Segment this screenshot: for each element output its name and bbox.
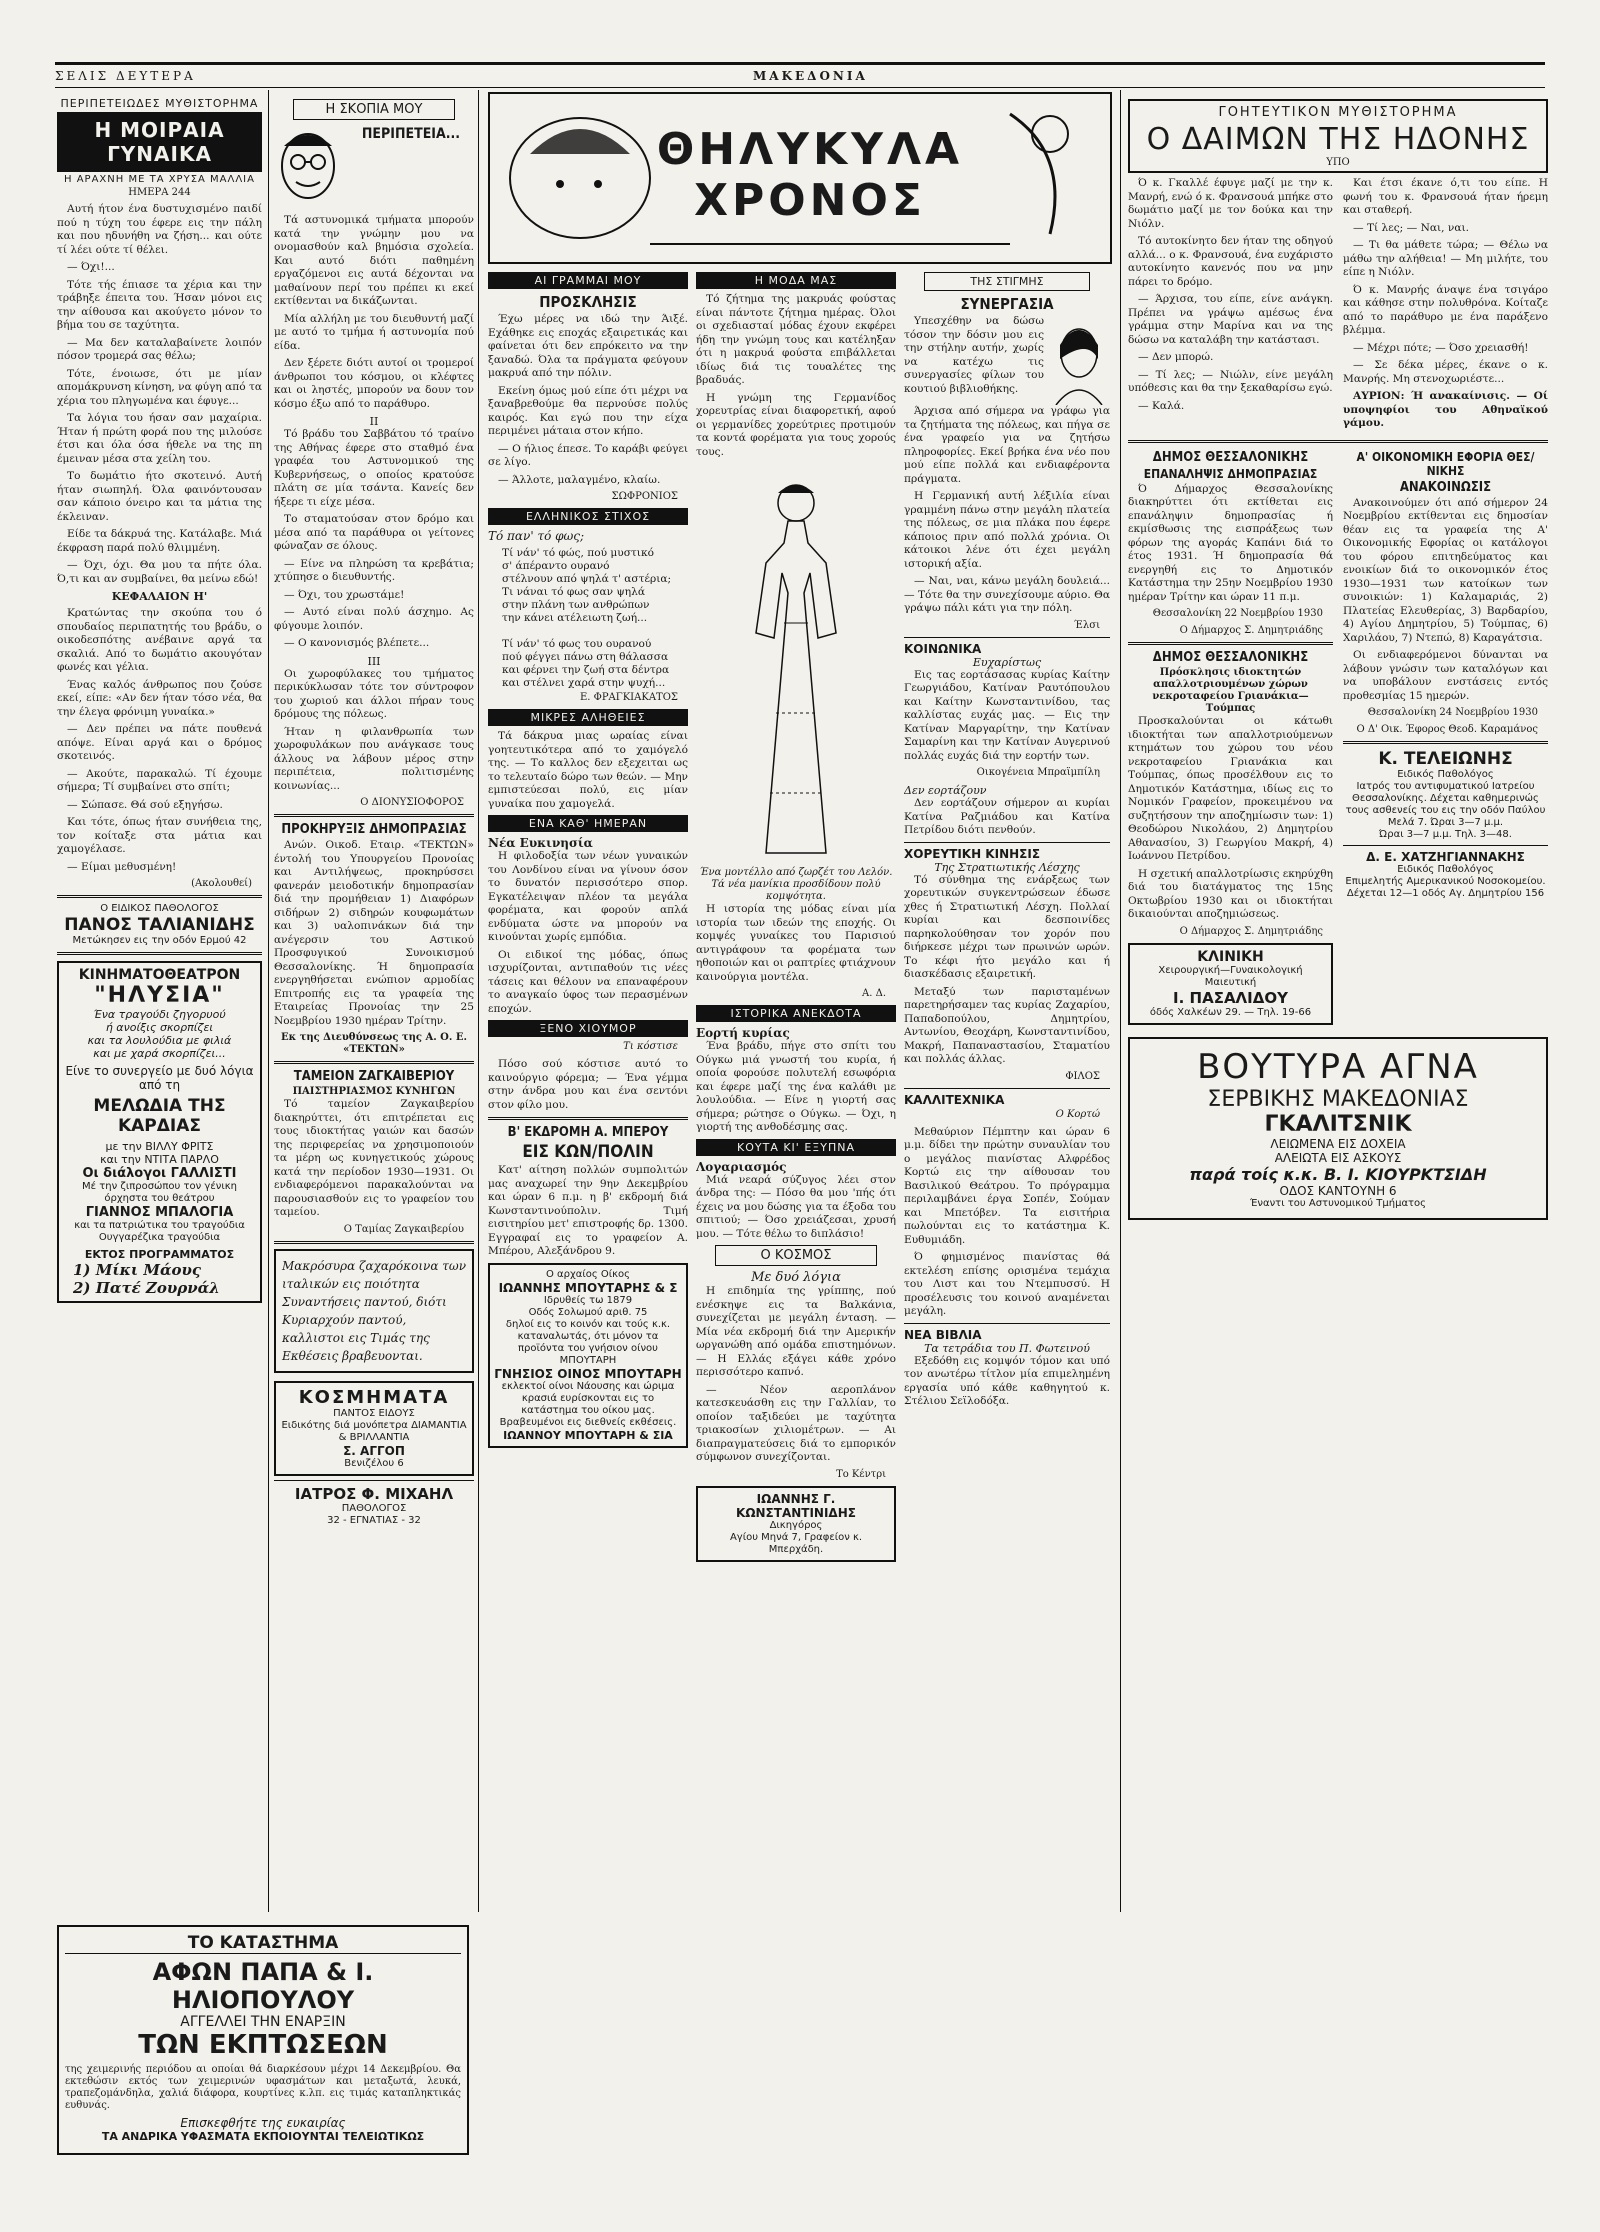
serial-day: ΗΜΕΡΑ 244 xyxy=(128,187,191,198)
masthead xyxy=(55,62,1545,88)
article-title: ΠΕΡΙΠΕΤΕΙΑ... xyxy=(361,126,461,142)
paragraph: Τά αστυνομικά τμήματα μπορούν κατά την γνώμην μου να ονομασθούν καλ βημόσια σχολεία. Και αυτό διότι παθημένη εργαζόμενοι εις αυτά δέχονται να μαθαίνουν περί του πρέπει κι εκεί εκτίθενται να δικάζωνται. xyxy=(274,214,474,307)
portrait-image xyxy=(1048,315,1110,405)
fashion-caption: Ένα μοντέλλο από ζωρζέτ του Λελόν. Τά νέα μανίκια προσδίδουν πολύ κομψότητα. xyxy=(699,867,893,902)
department-store-ad: ΤΟ ΚΑΤΑΣΤΗΜΑ ΑΦΩΝ ΠΑΠΑ & Ι. ΗΛΙΟΠΟΥΛΟΥ ΑΓΓΕΛΛΕΙ ΤΗΝ ΕΝΑΡΞΙΝ ΤΩΝ ΕΚΠΤΩΣΕΩΝ της χειμερινής περιόδου αι οποίαι θά διαρκέσουν μέχρι 14 Δεκεμβρίου. Θα εκτεθώσιν εκτός των χειμερινών υφασμάτων και μεταξωτά, λευκά, τραπεζομάνδηλα, χαλιά διάφορα, κουρτίνες κ.λπ. εις τιμάς καταπληκτικάς ευθυνάς. Επισκεφθήτε της ευκαιρίας ΤΑ ΑΝΔΡΙΚΑ ΥΦΑΣΜΑΤΑ ΕΚΠΟΙΟΥΝΤΑΙ ΤΕΛΕΙΩΤΙΚΩΣ xyxy=(57,1925,469,2155)
product-ad: Μακρόσυρα ζαχαρόκοινα των ιταλικών εις ποιότητα Συναντήσεις παντού, διότι Κυριαρχούν παντού, καλλιστοι εις Τιμάς της Εκθέσεις βραβευονται. xyxy=(274,1249,474,1373)
serial-kicker: ΠΕΡΙΠΕΤΕΙΩΔΕΣ ΜΥΘΙΣΤΟΡΗΜΑ xyxy=(60,97,259,110)
paragraph: Τα λόγια του ήσαν σαν μαχαίρια. Ήταν ή πρώτη φορά που της μιλούσε έτσι και όλα όσα ήθελε να της πη έμειναν μέσα στα χείλη του. xyxy=(57,412,262,465)
paragraph: Το σταματούσαν στον δρόμο και μέσα από τα παράθυρα οι γείτονες φώναζαν σε όλους. xyxy=(274,513,474,552)
paragraph: — Όχι, όχι. Θα μου τα πήτε όλα. Ό,τι και αν συμβαίνει, θα μείνω εδώ! xyxy=(57,559,262,585)
paragraph: Το δωμάτιο ήτο σκοτεινό. Αυτή ήταν σιωπηλή. Όλα φαινόντουσαν σαν κάποιο όνειρο και τα μάτια της έκλειναν. xyxy=(57,470,262,523)
paragraph: Μία αλλήλη με του διευθυντή μαζί με αυτό το τμήμα ή αστυνομία πού είδα. xyxy=(274,312,474,352)
page-number: ΣΕΛΙΣ ΔΕΥΤΕΡΑ xyxy=(55,69,196,83)
cinema-ad: ΚΙΝΗΜΑΤΟΘΕΑΤΡΟΝ "ΗΛΥΣΙΑ" Ένα τραγούδι ζηγορυού ή ανοίξις σκορπίζει και τα λουλούδια με φιλιά και με χαρά σκορπίζει... Είνε το συνεργείο με δυό λόγια από τη ΜΕΛΩΔΙΑ ΤΗΣ ΚΑΡΔΙΑΣ με την ΒΙΛΛΥ ΦΡΙΤΣ και την ΝΤΙΤΑ ΠΑΡΛΟ Οι διάλογοι ΓΑΛΛΙΣΤΙ Μέ την ζιπροσώπου τον γένικη όρχηστα του θεάτρου ΓΙΑΝΝΟΣ ΜΠΑΛΟΓΙΑ και τα πατριώτικα του τραγούδια Ουγγαρέζικα τραγούδια ΕΚΤΟΣ ΠΡΟΓΡΑΜΜΑΤΟΣ 1) Μίκι Μάους 2) Πατέ Ζουρνάλ xyxy=(57,961,262,1303)
serial-subtitle: Η ΑΡΑΧΝΗ ΜΕ ΤΑ ΧΡΥΣΑ ΜΑΛΛΙΑ xyxy=(64,174,255,185)
column-center-c: ΤΗΣ ΣΤΙΓΜΗΣ ΣΥΝΕΡΓΑΣΙΑ Υπεσχέθην να δώσω τόσον την δόσιν μου εις την στήλην αυτήν, χωρίς να κατέχω τις συνεργασίες φίλων του κουτιού βιβλιοθήκης. Άρχισα από σήμερα να γράφω για τα ζητήματα της πόλεως, και πήγα σε ένα γραφείο για να ζητήσω πληροφορίες. Εκεί βρήκα ένα νέο που μού είπε πολλά και ενδιαφέροντα πράγματα. Η Γερμανική αυτή λέξιλία είναι γραμμένη πάνω στην μεγάλη πλατεία της πόλεως, σε μια πλάκα που έφερε κάποιος πριν από πολλά χρόνια. Οι κάτοικοι λένε ότι έχει μεγάλη ιστορική αξία. — Ναι, ναι, κάνω μεγάλη δουλειά... — Τότε θα την συνεχίσουμε αύριο. Θα γράψω πάλι κάτι για την πόλη. Έλσι ΚΟΙΝΩΝΙΚΑ Ευχαρίστως Εις τας εορτάσασας κυρίας Καίτην Γεωργιάδου, Κατίναν Ραυτόπουλου και Καίτην Κωνσταντινίδου, τας καλλίστας ευχάς μας. — Εις την Κατίναν Μαργαρίτην, την Κατίναν Σαμαρίνη και την Κατίναν Αυγερινού πολλάς ευχάς διά την εορτήν των. Οικογένεια Μπραϊμπίλη Δεν εορτάζουν Δεν εορτάζουν σήμερον αι κυρίαι Κατίνα Ραζμιάδου και Κατίνα Πετρίδου διότι πενθούν. ΧΟΡΕΥΤΙΚΗ ΚΙΝΗΣΙΣ Της Στρατιωτικής Λέσχης Τό σύνθημα της ενάρξεως των χορευτικών συγκεντρώσεων έδωσε χθες ή Στρατιωτική Λέσχη. Πολλαί κυρίαι και δεσποινίδες παρηκολούθησαν τον χορόν που διήρκεσε μέχρι των πρωινών ωρών. Το κέφι ήτο μεγάλο και ή διασκέδασις εξαιρετική. Μεταξύ των παρισταμένων παρετηρήσαμεν τας κυρίας Ζαχαρίου, Παπαδοπούλου, Δημητρίου, Αντωνίου, Θεοχάρη, Κωνσταντινίδου, Μακρή, Παπαναστασίου, Σταματίου και πολλάς άλλας. ΦΙΛΟΣ ΚΑΛΛΙΤΕΧΝΙΚΑ Ο Κορτώ Μεθαύριον Πέμπτην και ώραν 6 μ.μ. δίδει την πρώτην συναυλίαν του ο μεγάλος πιανίστας Αλφρέδος Κορτώ εις την αίθουσαν του Βασιλικού Θεάτρου. Το πρόγραμμα περιλαμβάνει έργα Σοπέν, Σούμαν και Μπετόβεν. Τα εισιτήρια πωλούνται εις το κατάστημα Κ. Ευθυμιάδη. Ό φημισμένος πιανίστας θά εκτελέση επίσης ορισμένα τεμάχια του Λιστ και του Ντεμπυσσύ. Η προσέλευσις του κοινού αναμένεται μεγάλη. ΝΕΑ ΒΙΒΛΙΑ Τα τετράδια του Π. Φωτεινού Εξεδόθη εις κομψόν τόμον και υπό τον ανωτέρω τίτλον μία επιμελημένη εργασία υπό κάθε καθηγητού κ. Στέλιου Σεϊλοδόξα. xyxy=(904,268,1110,1918)
article-title: ΠΡΟΣΚΛΗΣΙΣ xyxy=(539,293,637,311)
continued-note: (Ακολουθεί) xyxy=(191,878,252,889)
paragraph: Τότε, ένοιωσε, ότι με μίαν απομάκρυνση κίνηση, να φύγη από τα χέρια του πληγωμένα και έφυγε... xyxy=(57,367,262,407)
serial-header: ΓΟΗΤΕΥΤΙΚΟΝ ΜΥΘΙΣΤΟΡΗΜΑ Ο ΔΑΙΜΩΝ ΤΗΣ ΗΔΟΝΗΣ ΥΠΟ xyxy=(1128,99,1548,173)
paragraph: — Σώπασε. Θά σού εξηγήσω. xyxy=(67,798,223,811)
fund-text: Τό ταμείον Ζαγκαιβερίου διακηρύττει, ότι επιτρέπεται εις τους ιδιοκτήτας γαιών και δασών της περιφερείας να χρησιμοποιούν τα μέρη ως κυνηγετικούς χώρους κατά την περίοδον 1930—1931. Οι ενδιαφερόμενοι παρακαλούνται να παρουσιασθούν εις το γραφείον του ταμείου. xyxy=(274,1098,474,1218)
poem-text: Τί νάν' τό φώς, πού μυστικό σ' άπέραντο ουρανό στέλνουν από ψηλά τ' αστέρια; Τι νάναι τό φως σαν ψηλά στην πλάνη των ανθρώπων την κάνει ατέλειωτη ζωή... Τί νάν' τό φως του ουρανού πού φέγγει πάνω στη θάλασσα και φέρνει την ζωή στα δέντρα και στέλνει χαρά στην ψυχή... xyxy=(502,547,672,689)
paragraph: Δεν ξέρετε διότι αυτοί οι τρομεροί άνθρωποι του κόσμου, οι κλέφτες και οι ληστές, μπορούν να δουν τον κόσμο έξω από το παράθυρο. xyxy=(274,357,474,410)
column-skopia: Η ΣΚΟΠΙΑ ΜΟΥ ΠΕΡΙΠΕΤΕΙΑ... Τά αστυνομικά τμήματα μπορούν κατά την γνώμην μου να ονομασθούν καλ βημόσια σχολεία. Και αυτό διότι παθημένη εργαζόμενοι εις αυτά δέχονται να μαθαίνουν περί του πρέπει κι εκεί εκτίθενται να δικάζωνται. Μία αλλήλη με του διευθυντή μαζί με αυτό το τμήμα ή αστυνομία πού είδα. Δεν ξέρετε διότι αυτοί οι τρομεροί άνθρωποι του κόσμου, οι κλέφτες και οι ληστές, μπορούν να δουν τον κόσμο έξω από το παράθυρο. ΙΙ Τό βράδυ του Σαββάτου τό τραίνο της Αθήνας έφερε στο σταθμό ένα γραφέα του Αστυνομικού της Κυβερνήσεως, ο οποίος κρατούσε πλάτη σε μία τσάντα. Κανείς δεν ήξερε τι είχε μέσα. Το σταματούσαν στον δρόμο και μέσα από τα παράθυρα οι γείτονες φώναζαν σε όλους. — Είνε να πληρώση τα κρεβάτια; χτύπησε ο διευθυντής. — Όχι, του χρωστάμε! — Αυτό είναι πολύ άσχημο. Ας φύγουμε λοιπόν. — Ο κανονισμός βλέπετε... ΙΙΙ Οι χωροφύλακες του τμήματος περικύκλωσαν τότε τον σύντροφον του χωριού και άλλοι πήραν τους δρόμους της πόλεως. Ήταν η φιλανθρωπία των χωροφυλάκων που ανάγκασε τους άλλους να λάβουν μέρος στην περιπέτεια, πολιτισμένης κοινωνίας... Ο ΔΙΟΝΥΣΙΟΦΟΡΟΣ ΠΡΟΚΗΡΥΞΙΣ ΔΗΜΟΠΡΑΣΙΑΣ Ανών. Οικοδ. Εταιρ. «ΤΕΚΤΩΝ» έντολή του Υπουργείου Προνοίας και Αντιλήψεως, προκηρύσσει φανεράν μειοδοτικήν δημοπρασίαν διά την προμήθειαν 1) Διαφόρων σιδήρων 2) σιδηρών κουφωμάτων και 3) υαλοπινάκων διά την ανέγερσιν του Αστικού Προσφυγικού Συνοικισμού Θεσσαλονίκης. Ή δημοπρασία ενεργηθήσεται ενώπιον αρμοδίας Επιτροπής εις τα γραφεία της Εταιρείας Προνοίας την 25 Νοεμβρίου 1930 ημέραν Τρίτην. Εκ της Διευθύνσεως της Α. Ο. Ε. «ΤΕΚΤΩΝ» ΤΑΜΕΙΟΝ ΖΑΓΚΑΙΒΕΡΙΟΥ ΠΑΙΣΤΗΡΙΑΣΜΟΣ ΚΥΝΗΓΩΝ Τό ταμείον Ζαγκαιβερίου διακηρύττει, ότι επιτρέπεται εις τους ιδιοκτήτας γαιών και δασών της περιφερείας να χρησιμοποιούν τα μέρη ως κυνηγετικούς χώρους κατά την περίοδον 1930—1931. Οι ενδιαφερόμενοι παρακαλούνται να παρουσιασθούν εις το γραφείον του ταμείου. Ο Ταμίας Ζαγκαιβερίου Μακρόσυρα ζαχαρόκοινα των ιταλικών εις ποιότητα Συναντήσεις παντού, διότι Κυριαρχούν παντού, καλλιστοι εις Τιμάς της Εκθέσεις βραβευονται. ΚΟΣΜΗΜΑΤΑ ΠΑΝΤΟΣ ΕΙΔΟΥΣ Ειδικότης διά μονόπετρα ΔΙΑΜΑΝΤΙΑ & ΒΡΙΛΛΑΝΤΙΑ Σ. ΑΓΓΟΠ Βενιζέλου 6 ΙΑΤΡΟΣ Φ. ΜΙΧΑΗΛ ΠΑΘΟΛΟΓΟΣ 32 - ΕΓΝΑΤΙΑΣ - 32 xyxy=(274,95,474,1915)
tender-title: ΠΡΟΚΗΡΥΞΙΣ ΔΗΜΟΠΡΑΣΙΑΣ xyxy=(281,822,467,837)
paragraph: Κρατώντας την σκούπα του ό σπουδαίος περιπατητής του βράδυ, ο οικοδεσπότης ανέβαινε αργά τα σκαλιά. Από το δωμάτιο ακουγόταν φωνές και γέλια. xyxy=(57,607,262,673)
wine-ad: Ο αρχαίος Οίκος ΙΩΑΝΝΗΣ ΜΠΟΥΤΑΡΗΣ & Σ Ιδρυθείς τω 1879 Οδός Σολωμού αριθ. 75 δηλοί εις το κοινόν και τούς κ.κ. καταναλωτάς, ότι μόνον τα προϊόντα του γνήσιον οίνου ΜΠΟΥΤΑΡΗ ΓΝΗΣΙΟΣ ΟΙΝΟΣ ΜΠΟΥΤΑΡΗ εκλεκτοί οίνοι Νάουσης και ώριμα κρασιά ευρίσκονται εις το κατάστημα του οίκου μας. Βραβευμένοι εις διεθνείς εκθέσεις. ΙΩΑΝΝΟΥ ΜΠΟΥΤΑΡΗ & ΣΙΑ xyxy=(488,1263,688,1448)
feature-banner xyxy=(488,92,1112,264)
doctor-ad: Ο ΕΙΔΙΚΟΣ ΠΑΘΟΛΟΓΟΣ ΠΑΝΟΣ ΤΑΛΙΑΝΙΔΗΣ Μετώκησεν εις την οδόν Ερμού 42 xyxy=(64,903,255,946)
author-signature: Ο ΔΙΟΝΥΣΙΟΦΟΡΟΣ xyxy=(360,797,464,808)
paragraph: — Είνε να πληρώση τα κρεβάτια; χτύπησε ο διευθυντής. xyxy=(274,557,474,583)
paragraph: — Δεν πρέπει να πάτε πουθενά απόψε. Είναι αργά και ο δρόμος σκοτεινός. xyxy=(57,723,262,762)
column-right: ΓΟΗΤΕΥΤΙΚΟΝ ΜΥΘΙΣΤΟΡΗΜΑ Ο ΔΑΙΜΩΝ ΤΗΣ ΗΔΟΝΗΣ ΥΠΟ Ό κ. Γκαλλέ έφυγε μαζί με την κ. Μανρή, ενώ ό κ. Φρανσουά μπήκε στο δωμάτιο μαζί με τον δούκα και την Νιόλν. Τό αυτοκίνητο δεν ήταν της οδηγού αλλά... ο κ. Φρανσουά, ένα ευχάριστο αυτοκίνητο κανενός που να μην πάρει το δρόμο. — Άρχισα, του είπε, είνε ανάγκη. Πρέπει να γράψω αμέσως ένα γράμμα στην Μαρίνα και να της δώσω να καταλάβη την κατάστασι. — Δεν μπορώ. — Τί λες; — Νιώλν, είνε μεγάλη υπόθεσις και θα την ξεκαθαρίσω εγώ. — Καλά. Και έτσι έκανε ό,τι του είπε. Η φωνή του κ. Φρανσουά ήταν ήρεμη και σταθερή. — Τί λες; — Ναι, ναι. — Τι θα μάθετε τώρα; — Θέλω να μάθω την αλήθεια! — Μη μιλήτε, του είπε η Νιόλν. Ό κ. Μανρής άναψε ένα τσιγάρο και κάθησε στην πολυθρόνα. Κοίταζε από το παράθυρο με ένα παράξενο βλέμμα. — Μέχρι πότε; — Όσο χρειασθή! — Σε δέκα μέρες, έκανε ο κ. Μανρής. Μη στενοχωριέστε... ΑΥΡΙΟΝ: Ή ανακαίνισις. — Οί υποψηφίοι του Αθηναϊκού γάμου. ΔΗΜΟΣ ΘΕΣΣΑΛΟΝΙΚΗΣ ΕΠΑΝΑΛΗΨΙΣ ΔΗΜΟΠΡΑΣΙΑΣ Ό Δήμαρχος Θεσσαλονίκης διακηρύττει ότι εκτίθεται εις επανάληψιν δημοπρασίας ή εκμίσθωσις της εισπράξεως των φόρων της αγοράς Καπάνι διά το έτος 1931. Ή δημοπρασία θά ενεργηθή εις το Δημοτικόν Κατάστημα την 25ην Νοεμβρίου 1930 ημέραν Τρίτην και ώραν 11 π.μ. Θεσσαλονίκη 22 Νοεμβρίου 1930 Ο Δήμαρχος Σ. Δημητριάδης ΔΗΜΟΣ ΘΕΣΣΑΛΟΝΙΚΗΣ Πρόσκλησις ιδιοκτητών απαλλοτριουμένων χώρων νεκροταφείου Γριανάκια—Τούμπας Προσκαλούνται οι κάτωθι ιδιοκτήται των απαλλοτριούμενων κτημάτων του χώρου του νέου νεκροταφείου Γριανάκια και Τούμπας, όπως προσέλθουν εις το Δημοτικόν Κατάστημα, ιδίως εις το Νομικόν Γραφείον, προκειμένου να συζητήσουν την αποζημίωσιν των: 1) Θεοδώρου Νικολάου, 2) Δημητρίου Αθανασίου, 3) Γεωργίου Μακρή, 4) Ιωάννου Πετρίδου. Η σχετική απαλλοτρίωσις εκηρύχθη διά του διατάγματος της 15ης Οκτωβρίου 1930 και οι ιδιοκτήται δικαιούνται αποζημιώσεως. Ο Δήμαρχος Σ. Δημητριάδης ΚΛΙΝΙΚΗ Χειρουργική—Γυναικολογική Μαιευτική Ι. ΠΑΣΑΛΙΔΟΥ όδός Χαλκέων 29. — Τηλ. 19-66 Α' ΟΙΚΟΝΟΜΙΚΗ ΕΦΟΡΙΑ ΘΕΣ/ΝΙΚΗΣ ΑΝΑΚΟΙΝΩΣΙΣ Ανακοινούμεν ότι από σήμερον 24 Νοεμβρίου εκτίθενται εις δημοσίαν θέαν εις τα γραφεία της Α' Οικονομικής Εφορίας οι κατάλογοι του φόρου επιτηδεύματος και ενοικίων διά το οικονομικόν έτος 1930—1931 των κατοίκων των συνοικιών: 1) Καλαμαριάς, 2) Πλατείας Ελευθερίας, 3) Βαρδαρίου, 4) Αγίου Δημητρίου, 5) Τούμπας, 6) Χαριλάου, 7) Ντεπώ, 8) Καραγάτσια. Οι ενδιαφερόμενοι δύνανται να λάβουν γνώσιν των καταλόγων και να υποβάλουν ενστάσεις εντός προθεσμίας 15 ημερών. Θεσσαλονίκη 24 Νοεμβρίου 1930 Ο Δ' Οικ. Έφορος Θεοδ. Καραμάνος Κ. ΤΕΛΕΙΩΝΗΣ Ειδικός Παθολόγος Ιατρός του αντιφυματικού Ιατρείου Θεσσαλονίκης. Δέχεται καθημερινώς τους ασθενείς του εις την οδόν Παύλου Μελά 7. Ώραι 3—7 μ.μ. Ώραι 3—7 μ.μ. Τηλ. 3—48. Δ. Ε. ΧΑΤΖΗΓΙΑΝΝΑΚΗΣ Ειδικός Παθολόγος Επιμελητής Αμερικανικού Νοσοκομείου. Δέχεται 12—1 οδός Αγ. Δημητρίου 156 ΒΟΥΤΥΡΑ ΑΓΝΑ ΣΕΡΒΙΚΗΣ ΜΑΚΕΔΟΝΙΑΣ ΓΚΑΛΙΤΣΝΙΚ ΛΕΙΩΜΕΝΑ ΕΙΣ ΔΟΧΕΙΑ ΑΛΕΙΩΤΑ ΕΙΣ ΑΣΚΟΥΣ παρά τοίς κ.κ. Β. Ι. ΚΙΟΥΡΚΤΣΙΔΗ ΟΔΟΣ ΚΑΝΤΟΥΝΗ 6 Έναντι του Αστυνομικού Τμήματος xyxy=(1128,95,1548,1925)
paragraph: Τότε τής έπιασε τα χέρια και την τράβηξε έπειτα του. Ήσαν μόνοι εις την αίθουσα και ακούγετο μόνον το βήμα του σε ταχύτητα. xyxy=(57,278,262,331)
caricature-image xyxy=(274,124,342,214)
column-serial-novel xyxy=(57,95,262,1915)
banner-title: ΘΗΛΥΚΥΛΑ ΧΡΟΝΟΣ xyxy=(656,124,964,226)
lawyer-ad: ΙΩΑΝΝΗΣ Γ. ΚΩΝΣΤΑΝΤΙΝΙΔΗΣ Δικηγόρος Αγίου Μηνά 7, Γραφείον κ. Μπερχάδη. xyxy=(696,1486,896,1562)
serial-title: Ο ΔΑΙΜΩΝ ΤΗΣ ΗΔΟΝΗΣ xyxy=(1146,122,1530,157)
column-rule xyxy=(478,90,479,1912)
section-heading: Η ΣΚΟΠΙΑ ΜΟΥ xyxy=(293,99,455,120)
column-center-a: ΑΙ ΓΡΑΜΜΑΙ ΜΟΥ ΠΡΟΣΚΛΗΣΙΣ Έχω μέρες να ιδώ την Άιξέ. Εχάθηκε εις εποχάς εξαιρετικάς και φαίνεται ότι δεν επρόκειτο να την ξαναδώ. Όλα τα πράγματα φεύγουν μακρυά από την πόλιν. Εκείνη όμως μού είπε ότι μέχρι να ξαναβρεθούμε θα περνούσε πολύς καιρός. Και εγώ που την είχα περιμένει μάταια στον κήπο. — Ο ήλιος έπεσε. Το καράβι φεύγει σε λίγο. — Άλλοτε, μαλαγμένο, κλαίω. ΣΩΦΡΟΝΙΟΣ ΕΛΛΗΝΙΚΟΣ ΣΤΙΧΟΣ Τό παν' τό φως; Τί νάν' τό φώς, πού μυστικό σ' άπέραντο ουρανό στέλνουν από ψηλά τ' αστέρια; Τι νάναι τό φως σαν ψηλά στην πλάνη των ανθρώπων την κάνει ατέλειωτη ζωή... Τί νάν' τό φως του ουρανού πού φέγγει πάνω στη θάλασσα και φέρνει την ζωή στα δέντρα και στέλνει χαρά στην ψυχή... Ε. ΦΡΑΓΚΙΑΚΑΤΟΣ ΜΙΚΡΕΣ ΑΛΗΘΕΙΕΣ Τά δάκρυα μιας ωραίας είναι γοητευτικότερα από το χαμόγελό της. — Το καλλος δεν εξεχειται ως το τελευταίο δώρο των θεών. — Μην εμπιστεύεσαι πολύ, εις μίαν γυναίκα που χαμογελά. ΕΝΑ ΚΑΘ' ΗΜΕΡΑΝ Νέα Ευκινησία Η φιλοδοξία των νέων γυναικών του Λονδίνου είναι να γίνουν όσον το δυνατόν περισσότερο σπορ. Εγκατέλειψαν πλέον τα μεγάλα φορέματα, και φορούν απλά ενδύματα ώστε να μπορούν να κινούνται χωρίς εμπόδια. Οι ειδικοί της μόδας, όπως ισχυρίζονται, αντιπαθούν τις νέες τάσεις και θέλουν να επαναφέρουν το αναγκαίο ύφος των περασμένων εποχών. ΞΕΝΟ ΧΙΟΥΜΟΡ Τι κόστισε Πόσο σού κόστισε αυτό το καινούργιο φόρεμα; — Ένα γέμμα στην άνδρα μου και ένα σεντόνι στον φίλο μου. Β' ΕΚΔΡΟΜΗ Α. ΜΠΕΡΟΥ ΕΙΣ ΚΩΝ/ΠΟΛΙΝ Κατ' αίτηση πολλών συμπολιτών μας αναχωρεί την 9ην Δεκεμβρίου και ώραν 6 π.μ. η β' εκδρομή διά Κωνσταντινούπολιν. Τιμή εισιτηρίου μετ' επιστροφής δρ. 1300. Εγγραφαί εις το γραφείον Α. Μπέρου, Αλεξάνδρου 9. Ο αρχαίος Οίκος ΙΩΑΝΝΗΣ ΜΠΟΥΤΑΡΗΣ & Σ Ιδρυθείς τω 1879 Οδός Σολωμού αριθ. 75 δηλοί εις το κοινόν και τούς κ.κ. καταναλωτάς, ότι μόνον τα προϊόντα του γνήσιον οίνου ΜΠΟΥΤΑΡΗ ΓΝΗΣΙΟΣ ΟΙΝΟΣ ΜΠΟΥΤΑΡΗ εκλεκτοί οίνοι Νάουσης και ώριμα κρασιά ευρίσκονται εις το κατάστημα του οίκου μας. Βραβευμένοι εις διεθνείς εκθέσεις. ΙΩΑΝΝΟΥ ΜΠΟΥΤΑΡΗ & ΣΙΑ xyxy=(488,268,688,1918)
paragraph: Ήταν η φιλανθρωπία των χωροφυλάκων που ανάγκασε τους άλλους να λάβουν μέρος στην περιπέτεια, πολιτισμένης κοινωνίας... xyxy=(274,725,474,792)
paragraph: — Αυτό είναι πολύ άσχημο. Ας φύγουμε λοιπόν. xyxy=(274,606,474,632)
column-center-b: Η ΜΟΔΑ ΜΑΣ Τό ζήτημα της μακρυάς φούστας είναι πάντοτε ζήτημα ημέρας. Όλοι οι σχεδιασταί μόδας έχουν εκφέρει ήδη την γνώμη τους και κατέληξαν ότι η μακρυά φούστα επιβάλλεται ιδίως διά τις τουαλέτες της βραδυάς. Η γνώμη της Γερμανίδος χορευτρίας είναι διαφορετική, αφού οι γερμανίδες χορεύτριες προτιμούν τα κοντά φορέματα για τους χορούς τους. Ένα μοντέλλο από ζωρζέτ του Λελόν. Τά νέα μανίκια προσδίδουν πολύ κομψότητα. Η ιστορία της μόδας είναι μία ιστορία των ιδεών της εποχής. Οι κομψές γυναίκες του Παρισιού αντιγράφουν τα φορέματα των ηθοποιών και οι ραπτρίες φτιάχνουν καινούργια μοντέλα. Α. Δ. ΙΣΤΟΡΙΚΑ ΑΝΕΚΔΟΤΑ Εορτή κυρίας Ένα βράδυ, πήγε στο σπίτι του Ούγκω μιά γνωστή του κυρία, ή οποία φορούσε πολυτελή εσωφόρια και έφερε μαζί της ένα καλάθι με λουλούδια. — Είνε η γιορτή σας σήμερα; ρώτησε ο Ούγκω. — Όχι, η γιορτή της ανθοδέσμης σας. ΚΟΥΤΑ ΚΙ' ΕΞΥΠΝΑ Λογαριασμός Μιά νεαρά σύζυγος λέει στον άνδρα της: — Πόσο θα μου 'πής ότι έχεις να μου δώσης για τα έξοδα του σπιτιού; — Όσο χρειάζεσαι, χρυσή μου. — Τότε θέλω το διπλάσιο! Ο ΚΟΣΜΟΣ Με δυό λόγια Η επιδημία της γρίππης, πού ενέσκηψε εις τα Βαλκάνια, συνεχίζεται με μεγάλη ένταση. — Μία νέα εκδρομή διά την Αμερικήν ωργανώθη από ομάδα επιστημόνων. — Η Ελλάς εξάγει κάθε χρόνο περισσότερο καπνό. — Νέον αεροπλάνον κατεσκευάσθη εις την Γαλλίαν, το οποίον ταξιδεύει με ταχύτητα τριακοσίων χιλιομέτρων. — Αι διαπραγματεύσεις διά το εμπορικόν σύμφωνον συνεχίζονται. Το Κέντρι ΙΩΑΝΝΗΣ Γ. ΚΩΝΣΤΑΝΤΙΝΙΔΗΣ Δικηγόρος Αγίου Μηνά 7, Γραφείον κ. Μπερχάδη. xyxy=(696,268,896,1918)
jewellery-ad: ΚΟΣΜΗΜΑΤΑ ΠΑΝΤΟΣ ΕΙΔΟΥΣ Ειδικότης διά μονόπετρα ΔΙΑΜΑΝΤΙΑ & ΒΡΙΛΛΑΝΤΙΑ Σ. ΑΓΓΟΠ Βενιζέλου 6 xyxy=(274,1381,474,1476)
paragraph: — Ο κανονισμός βλέπετε... xyxy=(284,637,430,649)
paragraph: Αυτή ήτον ένα δυστυχισμένο παιδί πού η τύχη του έφερε εις την πάλη και που ηδυνήθη να ζήση... και ούτε τί λέει ούτε τί θέλει. xyxy=(57,203,262,256)
doctor-ad: ΙΑΤΡΟΣ Φ. ΜΙΧΑΗΛ ΠΑΘΟΛΟΓΟΣ 32 - ΕΓΝΑΤΙΑΣ - 32 xyxy=(294,1484,454,1526)
paragraph: — Μα δεν καταλαβαίνετε λοιπόν πόσον τρομερά σας θέλω; xyxy=(57,336,262,362)
clinic-ad: ΚΛΙΝΙΚΗ Χειρουργική—Γυναικολογική Μαιευτική Ι. ΠΑΣΑΛΙΔΟΥ όδός Χαλκέων 29. — Τηλ. 19-66 xyxy=(1128,943,1333,1025)
serial-title: Η ΜΟΙΡΑΙΑ ΓΥΝΑΙΚΑ xyxy=(57,112,262,172)
paragraph: Τό βράδυ του Σαββάτου τό τραίνο της Αθήνας έφερε στο σταθμό ένα γραφέα του Αστυνομικού της Κυβερνήσεως, ο οποίος κρατούσε πλάτη σε μία τσάντα. Κανείς δεν ήξερε τι είχε μέσα. xyxy=(274,428,474,508)
doctor-ad: Κ. ΤΕΛΕΙΩΝΗΣ Ειδικός Παθολόγος Ιατρός του αντιφυματικού Ιατρείου Θεσσαλονίκης. Δέχεται καθημερινώς τους ασθενείς του εις την οδόν Παύλου Μελά 7. Ώραι 3—7 μ.μ. Ώραι 3—7 μ.μ. Τηλ. 3—48. xyxy=(1345,749,1546,840)
tender-text: Ανών. Οικοδ. Εταιρ. «ΤΕΚΤΩΝ» έντολή του Υπουργείου Προνοίας και Αντιλήψεως, προκηρύσσει φανεράν μειοδοτικήν δημοπρασίαν διά την προμήθειαν 1) Διαφόρων σιδήρων 2) σιδηρών κουφωμάτων και 3) υαλοπινάκων διά την ανέγερσιν του Αστικού Προσφυγικού Συνοικισμού Θεσσαλονίκης. Ή δημοπρασία ενεργηθήσεται ενώπιον αρμοδίας Επιτροπής εις τα γραφεία της Εταιρείας Προνοίας την 25 Νοεμβρίου 1930 ημέραν Τρίτην. xyxy=(274,839,474,1027)
newspaper-name: ΜΑΚΕΔΟΝΙΑ xyxy=(752,69,868,83)
paragraph: Ένας καλός άνθρωπος που ζούσε εκεί, είπε: «Αν δεν ήταν τόσο νέα, θα την έλεγα φρόνιμη γυναίκα.» xyxy=(57,678,262,718)
paragraph: Και τότε, όπως ήταν συνήθεια της, τον κοίταξε στα μάτια και χαμογέλασε. xyxy=(57,816,262,855)
column-rule xyxy=(1120,90,1121,1912)
trip-ad-title: Β' ΕΚΔΡΟΜΗ Α. ΜΠΕΡΟΥ xyxy=(507,1125,669,1140)
paragraph: Είδε τα δάκρυά της. Κατάλαβε. Μιά έκφραση παρά πολύ θλιμμένη. xyxy=(57,528,262,554)
paragraph: Οι χωροφύλακες του τμήματος περικύκλωσαν τότε τον σύντροφον του χωριού και άλλοι πήραν τους δρόμους της πόλεως. xyxy=(274,667,474,720)
chapter-heading: ΚΕΦΑΛΑΙΟΝ Η' xyxy=(111,590,208,603)
column-rule xyxy=(268,90,269,1912)
fashion-illustration xyxy=(696,463,896,863)
article-title: ΣΥΝΕΡΓΑΣΙΑ xyxy=(960,295,1054,313)
paragraph: — Όχι, του χρωστάμε! xyxy=(284,588,405,601)
paragraph: — Ακούτε, παρακαλώ. Τί έχουμε σήμερα; Τί συμβαίνει στο σπίτι; xyxy=(57,767,262,793)
doctor-ad: Δ. Ε. ΧΑΤΖΗΓΙΑΝΝΑΚΗΣ Ειδικός Παθολόγος Επιμελητής Αμερικανικού Νοσοκομείου. Δέχεται 12—1 οδός Αγ. Δημητρίου 156 xyxy=(1345,850,1546,899)
butter-ad: ΒΟΥΤΥΡΑ ΑΓΝΑ ΣΕΡΒΙΚΗΣ ΜΑΚΕΔΟΝΙΑΣ ΓΚΑΛΙΤΣΝΙΚ ΛΕΙΩΜΕΝΑ ΕΙΣ ΔΟΧΕΙΑ ΑΛΕΙΩΤΑ ΕΙΣ ΑΣΚΟΥΣ παρά τοίς κ.κ. Β. Ι. ΚΙΟΥΡΚΤΣΙΔΗ ΟΔΟΣ ΚΑΝΤΟΥΝΗ 6 Έναντι του Αστυνομικού Τμήματος xyxy=(1128,1037,1548,1220)
fund-title: ΤΑΜΕΙΟΝ ΖΑΓΚΑΙΒΕΡΙΟΥ xyxy=(293,1069,455,1084)
paragraph: — Όχι!... xyxy=(67,261,115,273)
paragraph: — Είμαι μεθυσμένη! xyxy=(67,860,177,873)
